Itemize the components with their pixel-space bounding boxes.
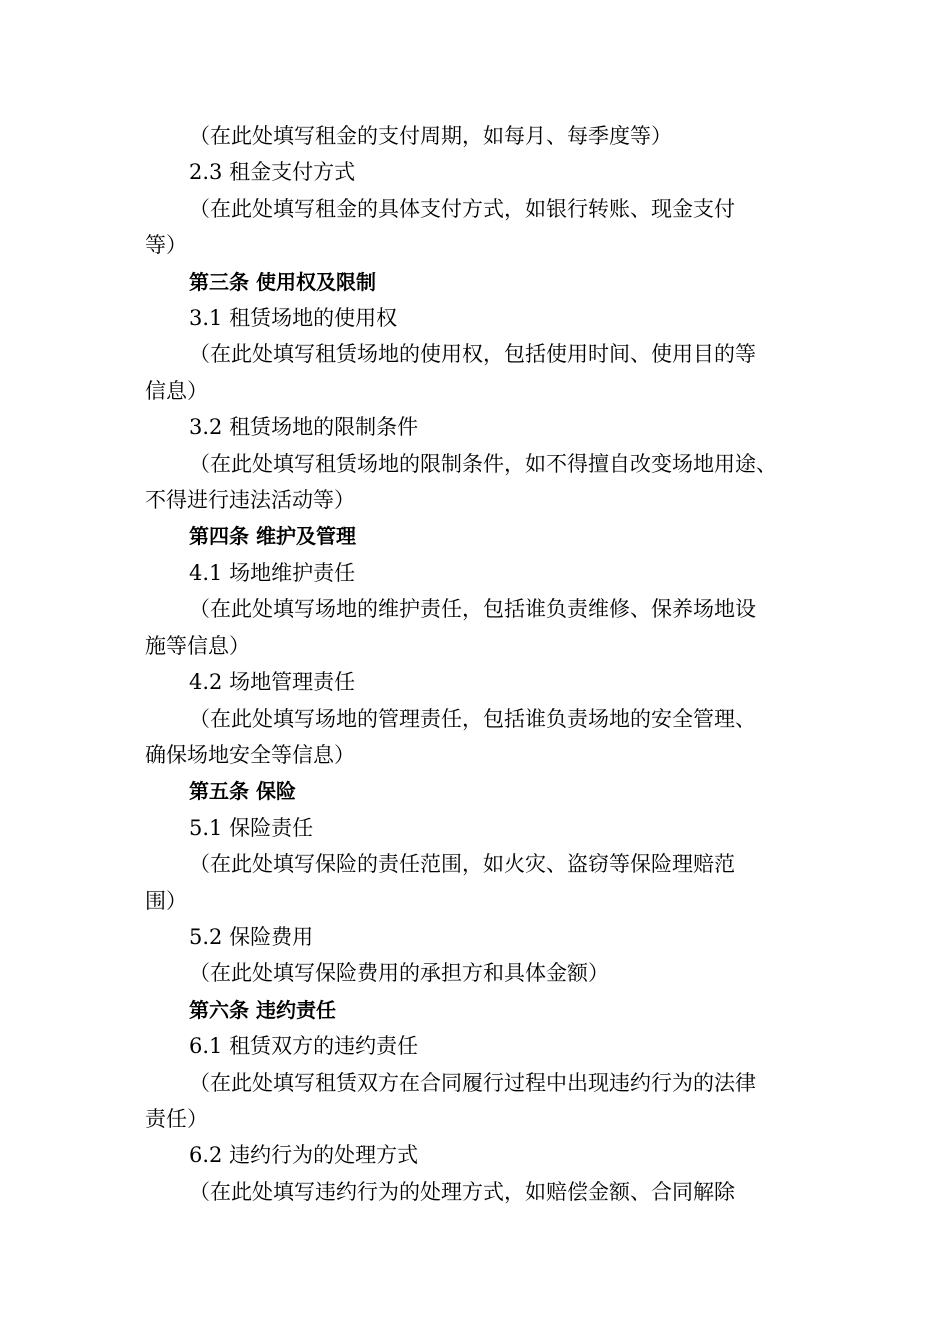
paragraph-rent-method-cont: 等） <box>145 233 187 258</box>
clause-6-1-title: 6.1 租赁双方的违约责任 <box>189 1034 419 1059</box>
clause-4-1-title: 4.1 场地维护责任 <box>189 560 356 585</box>
paragraph-maintenance-cont: 施等信息） <box>145 633 250 658</box>
clause-5-1-title: 5.1 保险责任 <box>189 815 314 840</box>
clause-4-2-title: 4.2 场地管理责任 <box>189 670 356 695</box>
paragraph-rent-cycle: （在此处填写租金的支付周期，如每月、每季度等） <box>189 124 672 148</box>
paragraph-breach-liability: （在此处填写租赁双方在合同履行过程中出现违约行为的法律 <box>189 1070 756 1095</box>
paragraph-insurance-scope-cont: 围） <box>145 888 187 913</box>
paragraph-management: （在此处填写场地的管理责任，包括谁负责场地的安全管理、 <box>189 706 756 731</box>
paragraph-management-cont: 确保场地安全等信息） <box>145 742 355 767</box>
clause-2-3-title: 2.3 租金支付方式 <box>189 160 356 185</box>
paragraph-maintenance: （在此处填写场地的维护责任，包括谁负责维修、保养场地设 <box>189 597 756 622</box>
paragraph-use-right: （在此处填写租赁场地的使用权，包括使用时间、使用目的等 <box>189 342 756 367</box>
clause-3-2-title: 3.2 租赁场地的限制条件 <box>189 415 419 440</box>
clause-6-2-title: 6.2 违约行为的处理方式 <box>189 1143 419 1168</box>
article-5-heading: 第五条 保险 <box>189 779 296 804</box>
paragraph-insurance-scope: （在此处填写保险的责任范围，如火灾、盗窃等保险理赔范 <box>189 852 735 877</box>
article-3-heading: 第三条 使用权及限制 <box>189 269 376 294</box>
article-4-heading: 第四条 维护及管理 <box>189 524 356 549</box>
paragraph-insurance-cost: （在此处填写保险费用的承担方和具体金额） <box>189 961 609 986</box>
article-6-heading: 第六条 违约责任 <box>189 997 336 1022</box>
paragraph-use-right-cont: 信息） <box>145 378 208 403</box>
document-page <box>145 118 810 1210</box>
paragraph-breach-liability-cont: 责任） <box>145 1106 208 1131</box>
paragraph-restrictions-cont: 不得进行违法活动等） <box>145 488 355 513</box>
clause-5-2-title: 5.2 保险费用 <box>189 924 314 949</box>
paragraph-restrictions: （在此处填写租赁场地的限制条件，如不得擅自改变场地用途、 <box>189 451 777 476</box>
paragraph-rent-method: （在此处填写租金的具体支付方式，如银行转账、现金支付 <box>189 196 735 221</box>
paragraph-breach-handling: （在此处填写违约行为的处理方式，如赔偿金额、合同解除 <box>189 1179 735 1204</box>
clause-3-1-title: 3.1 租赁场地的使用权 <box>189 306 398 331</box>
